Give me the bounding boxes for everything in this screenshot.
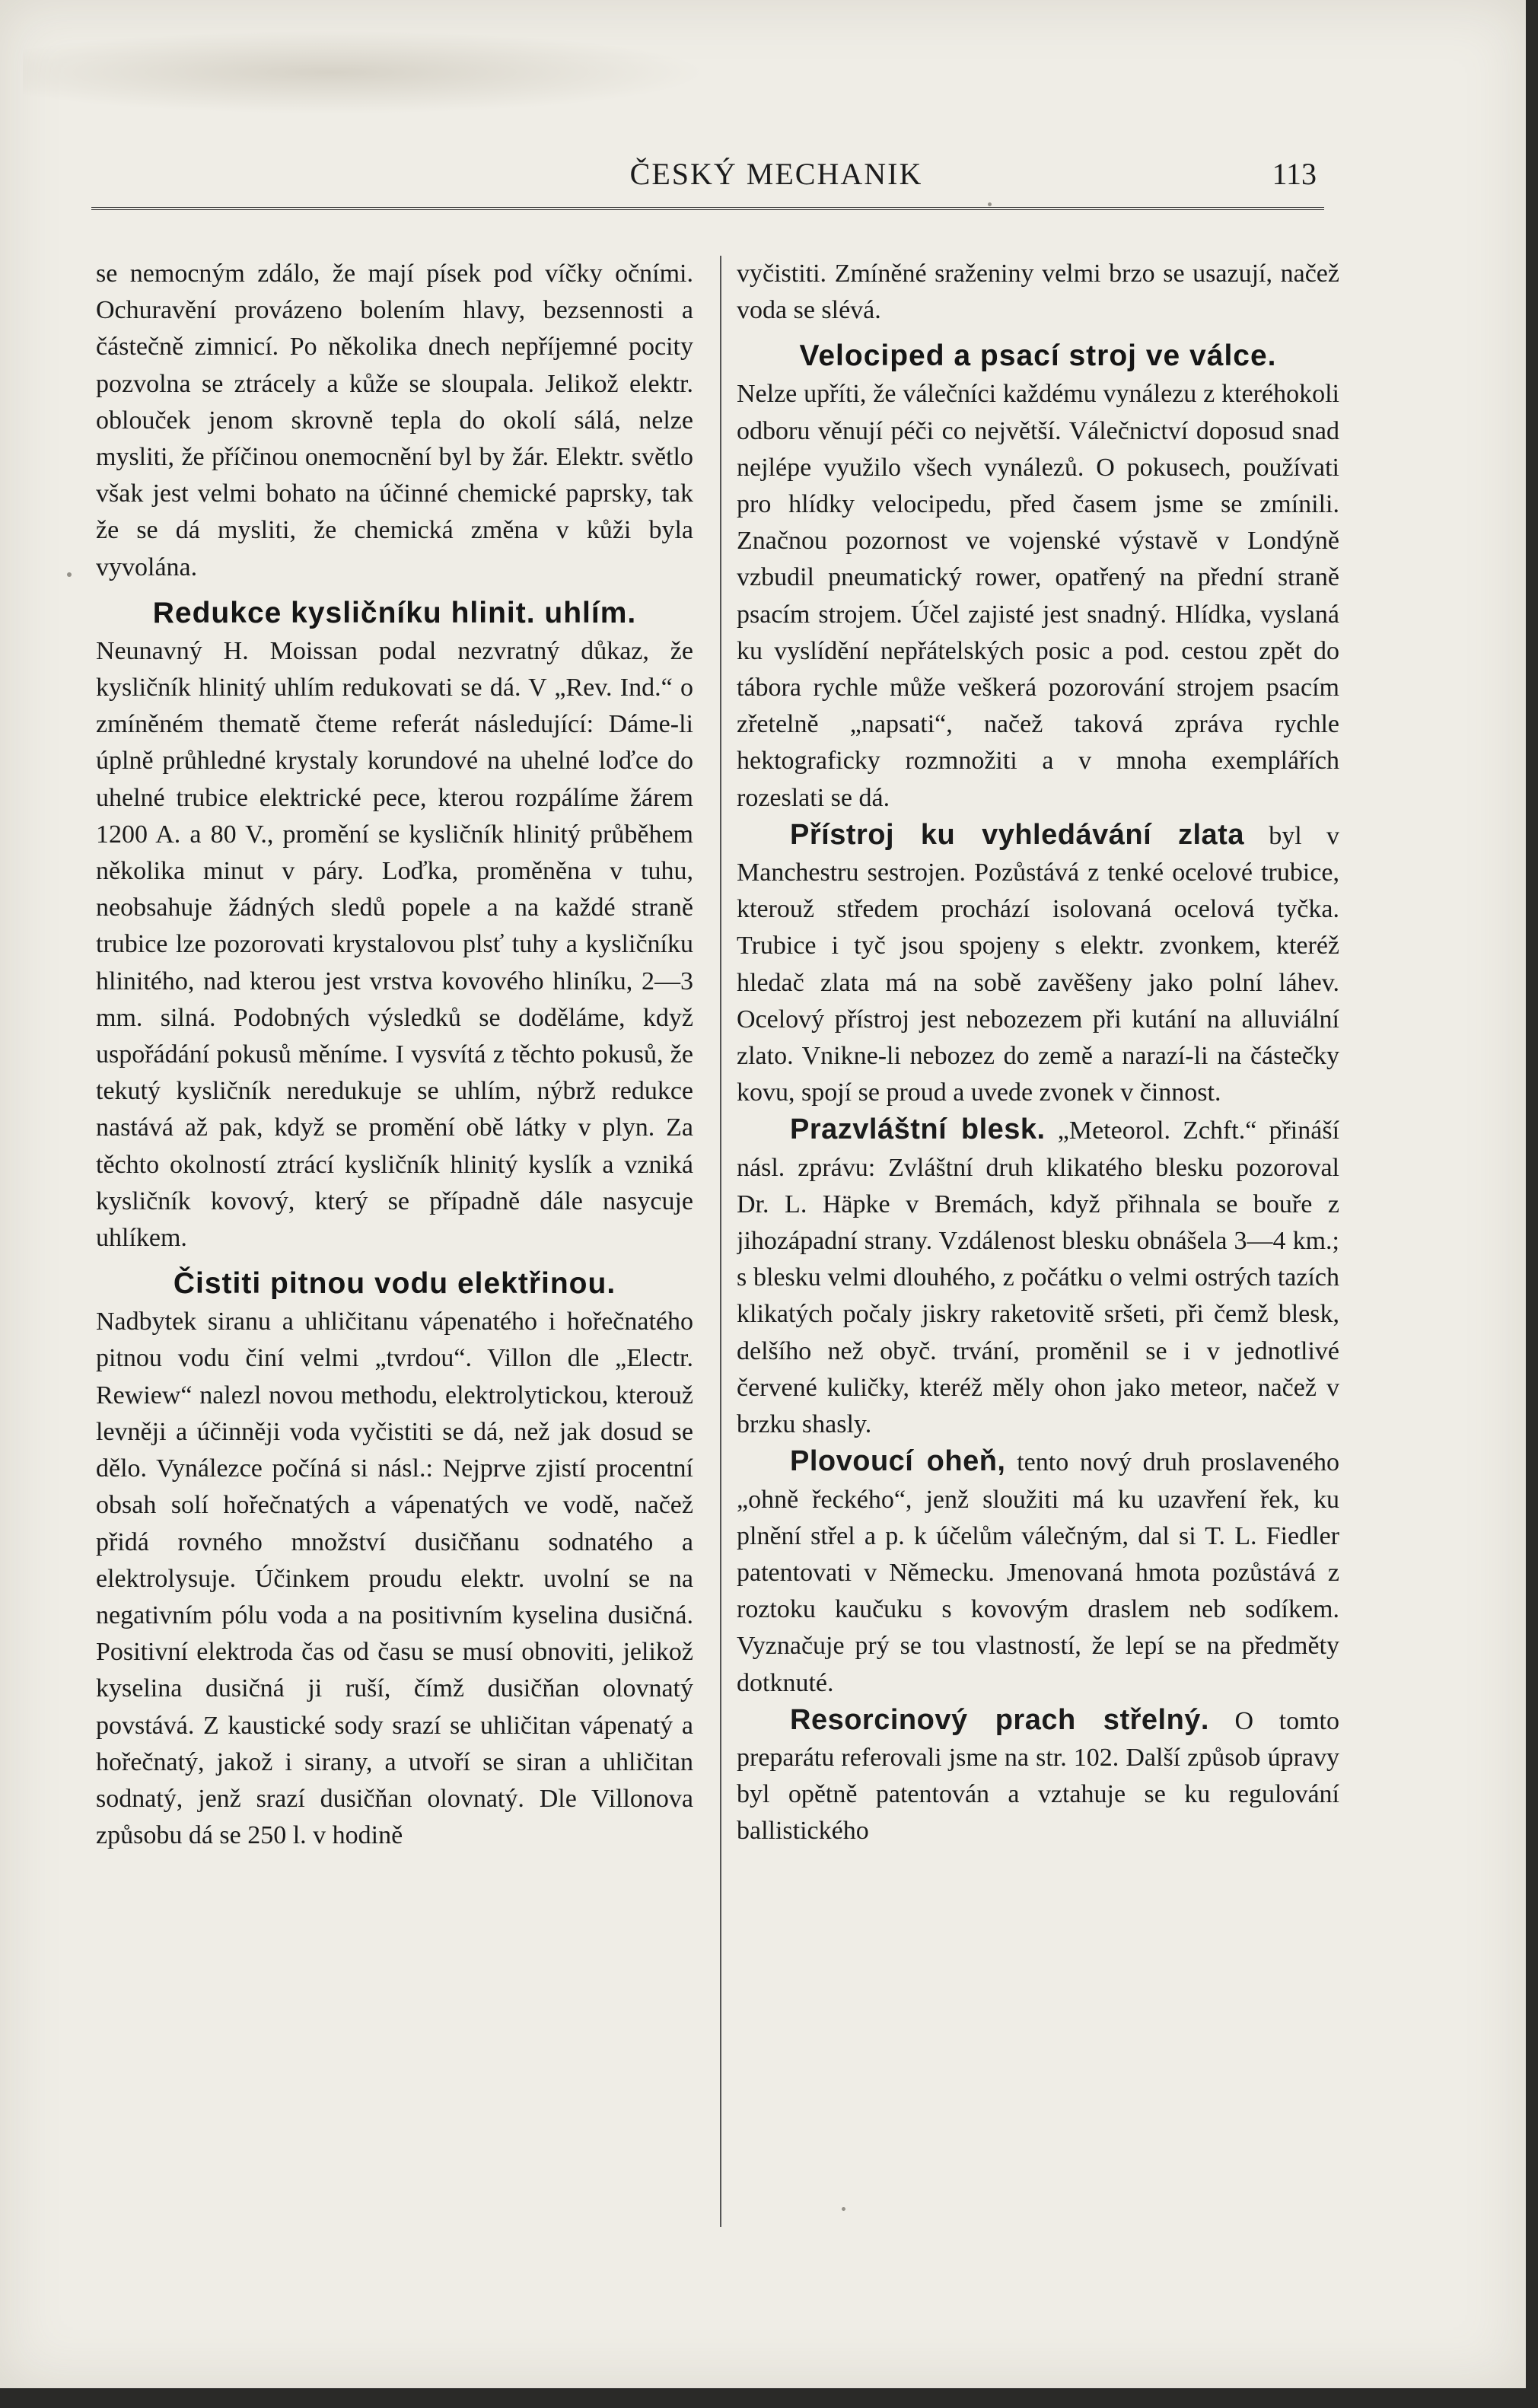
paragraph: Nelze upříti, že válečníci každému vynálezu z kteréhokoli odboru věnují péči co největší. Válečnictví doposud snad nejlépe využilo všech vynálezů. O pokusech, používati pro hlídky velocipedu, před časem jsme se zmínili. Značnou pozornost ve vojenské výstavě v Londýně vzbudil pneumatický rower, opatřený na přední straně psacím strojem. Účel zajisté jest snadný. Hlídka, vyslaná ku vyslídění nepřátelských posic a pod. cestou zpět do tábora rychle může veškerá pozorování strojem psacím zřetelně „napsati“, načež taková zpráva rychle hektograficky rozmnožiti a v mnoha exemplářích rozeslati se dá. [737, 380, 1339, 812]
right-column [737, 256, 1339, 2280]
paragraph-text: „Meteorol. Zchft.“ přináší násl. zprávu: Zvláštní druh klikatého blesku pozoroval Dr. L. Häpke v Bremách, když přihnala se bouře z jihozápadní strany. Vzdálenost blesku obnášela 3—4 km.; s blesku velmi dlouhého, z počátku o velmi ostrých tazích klikatých počaly jiskry raketovitě sršeti, při čemž blesk, delšího než obyč. trvání, proměnil se i v jednotlivé červené kuličky, kteréž měly ohon jako meteor, načež v brzku shasly. [737, 1116, 1339, 1439]
runin-heading: Prazvláštní blesk. [790, 1113, 1046, 1146]
ink-speck [67, 572, 72, 577]
paragraph [737, 817, 1339, 1112]
runin-heading: Resorcinový prach střelný. [790, 1703, 1209, 1736]
column-divider [720, 256, 721, 2227]
runin-heading: Přístroj ku vyhledávání zlata [790, 818, 1244, 851]
paragraph: vyčistiti. Zmíněné sraženiny velmi brzo se usazují, načež voda se slévá. [737, 260, 1339, 325]
runin-heading: Plovoucí oheň, [790, 1445, 1006, 1478]
ink-speck [842, 2207, 845, 2211]
page-header [91, 156, 1317, 202]
paragraph-text: tento nový druh proslaveného „ohně řeckého“, jenž sloužiti má ku uzavření řek, ku plnění střel a p. k účelům válečným, dal si T. L. Fiedler patentovati v Německu. Jmenovaná hmota pozůstává z roztoku kaučuku s kovovým draslem neb sodíkem. Vyznačuje prý se tou vlastností, že lepí se na předměty dotknuté. [737, 1448, 1339, 1697]
paragraph: se nemocným zdálo, že mají písek pod víčky očními. Ochuravění provázeno bolením hlavy, bezsennosti a částečně zimnicí. Po několika dnech nepříjemné pocity pozvolna se ztrácely a kůže se sloupala. Jelikož elektr. oblouček jenom skrovně tepla do okolí sálá, nelze mysliti, že příčinou onemocnění byl by žár. Elektr. světlo však jest velmi bohato na účinné chemické paprsky, tak že se dá mysliti, že chemická změna v kůži byla vyvolána. [96, 260, 693, 581]
section-heading: Čistiti pitnou vodu elektřinou. [173, 1267, 616, 1301]
left-column [96, 256, 693, 2280]
paragraph: Nadbytek siranu a uhličitanu vápenatého i hořečnatého pitnou vodu činí velmi „tvrdou“. Villon dle „Electr. Rewiew“ nalezl novou methodu, elektrolytickou, kterouž levněji a účinněji voda vyčistiti se dá, než jak dosud se dělo. Vynálezce počíná si násl.: Nejprve zjistí procentní obsah solí hořečnatých a vápenatých ve vodě, načež přidá rovného množství dusičňanu sodnatého a elektrolysuje. Účinkem proudu elektr. uvolní se na negativním pólu voda a na positivním kyselina dusičná. Positivní elektroda čas od času se musí obnoviti, jelikož kyselina dusičná ji ruší, čímž dusičňan olovnatý povstává. Z kaustické sody srazí se uhličitan vápenatý a hořečnatý, jakož i sirany, a utvoří se siran a uhličitan sodnatý, jenž srazí dusičňan olovnatý. Dle Villonova způsobu dá se 250 l. v hodině [96, 1308, 693, 1850]
section-heading: Redukce kysličníku hlinit. uhlím. [152, 596, 637, 629]
paragraph [737, 1702, 1339, 1850]
paper-stain [23, 30, 708, 114]
header-rule [91, 207, 1324, 210]
paragraph-text: byl v Manchestru sestrojen. Pozůstává z tenké ocelové trubice, kterouž středem prochází isolovaná ocelová tyčka. Trubice i tyč jsou spojeny s elektr. zvonkem, kteréž hledač zlata má na sobě zavěšeny jako polní láhev. Ocelový přístroj jest nebozezem při kutání na alluviální zlato. Vnikne-li nebozez do země a narazí-li na částečky kovu, spojí se proud a uvede zvonek v činnost. [737, 821, 1339, 1107]
paragraph [737, 1111, 1339, 1443]
section-heading: Velociped a psací stroj ve válce. [799, 339, 1277, 373]
running-title: ČESKÝ MECHANIK [629, 157, 923, 191]
paragraph-text: O tomto preparátu referovali jsme na str. 102. Další způsob úpravy byl opětně patentován a vztahuje se ku regulování ballistického [737, 1706, 1339, 1846]
paragraph: Neunavný H. Moissan podal nezvratný důkaz, že kysličník hlinitý uhlím redukovati se dá. V „Rev. Ind.“ o zmíněném thematě čteme referát následující: Dáme-li úplně průhledné krystaly korundové na uhelné loďce do uhelné trubice elektrické pece, kterou rozpálíme žárem 1200 A. a 80 V., promění se kysličník hlinitý průběhem několika minut v páry. Loďka, proměněna v tuhu, neobsahuje žádných sledů popele a na každé straně trubice lze pozorovati krystalovou plsť tuhy a kysličníku hlinitého, nad kterou jest vrstva kovového hliníku, 2—3 mm. silná. Podobných výsledků se doděláme, když uspořádání pokusů měníme. I vysvítá z těchto pokusů, že tekutý kysličník neredukuje se uhlím, nýbrž redukce nastává až pak, když se promění obě látky v plyn. Za těchto okolností ztrácí kysličník hlinitý kyslík a vzniká kysličník kovový, který se případně dále nasycuje uhlíkem. [96, 636, 693, 1253]
page-number: 113 [1272, 157, 1317, 191]
ink-speck [988, 202, 992, 206]
paragraph [737, 1443, 1339, 1701]
